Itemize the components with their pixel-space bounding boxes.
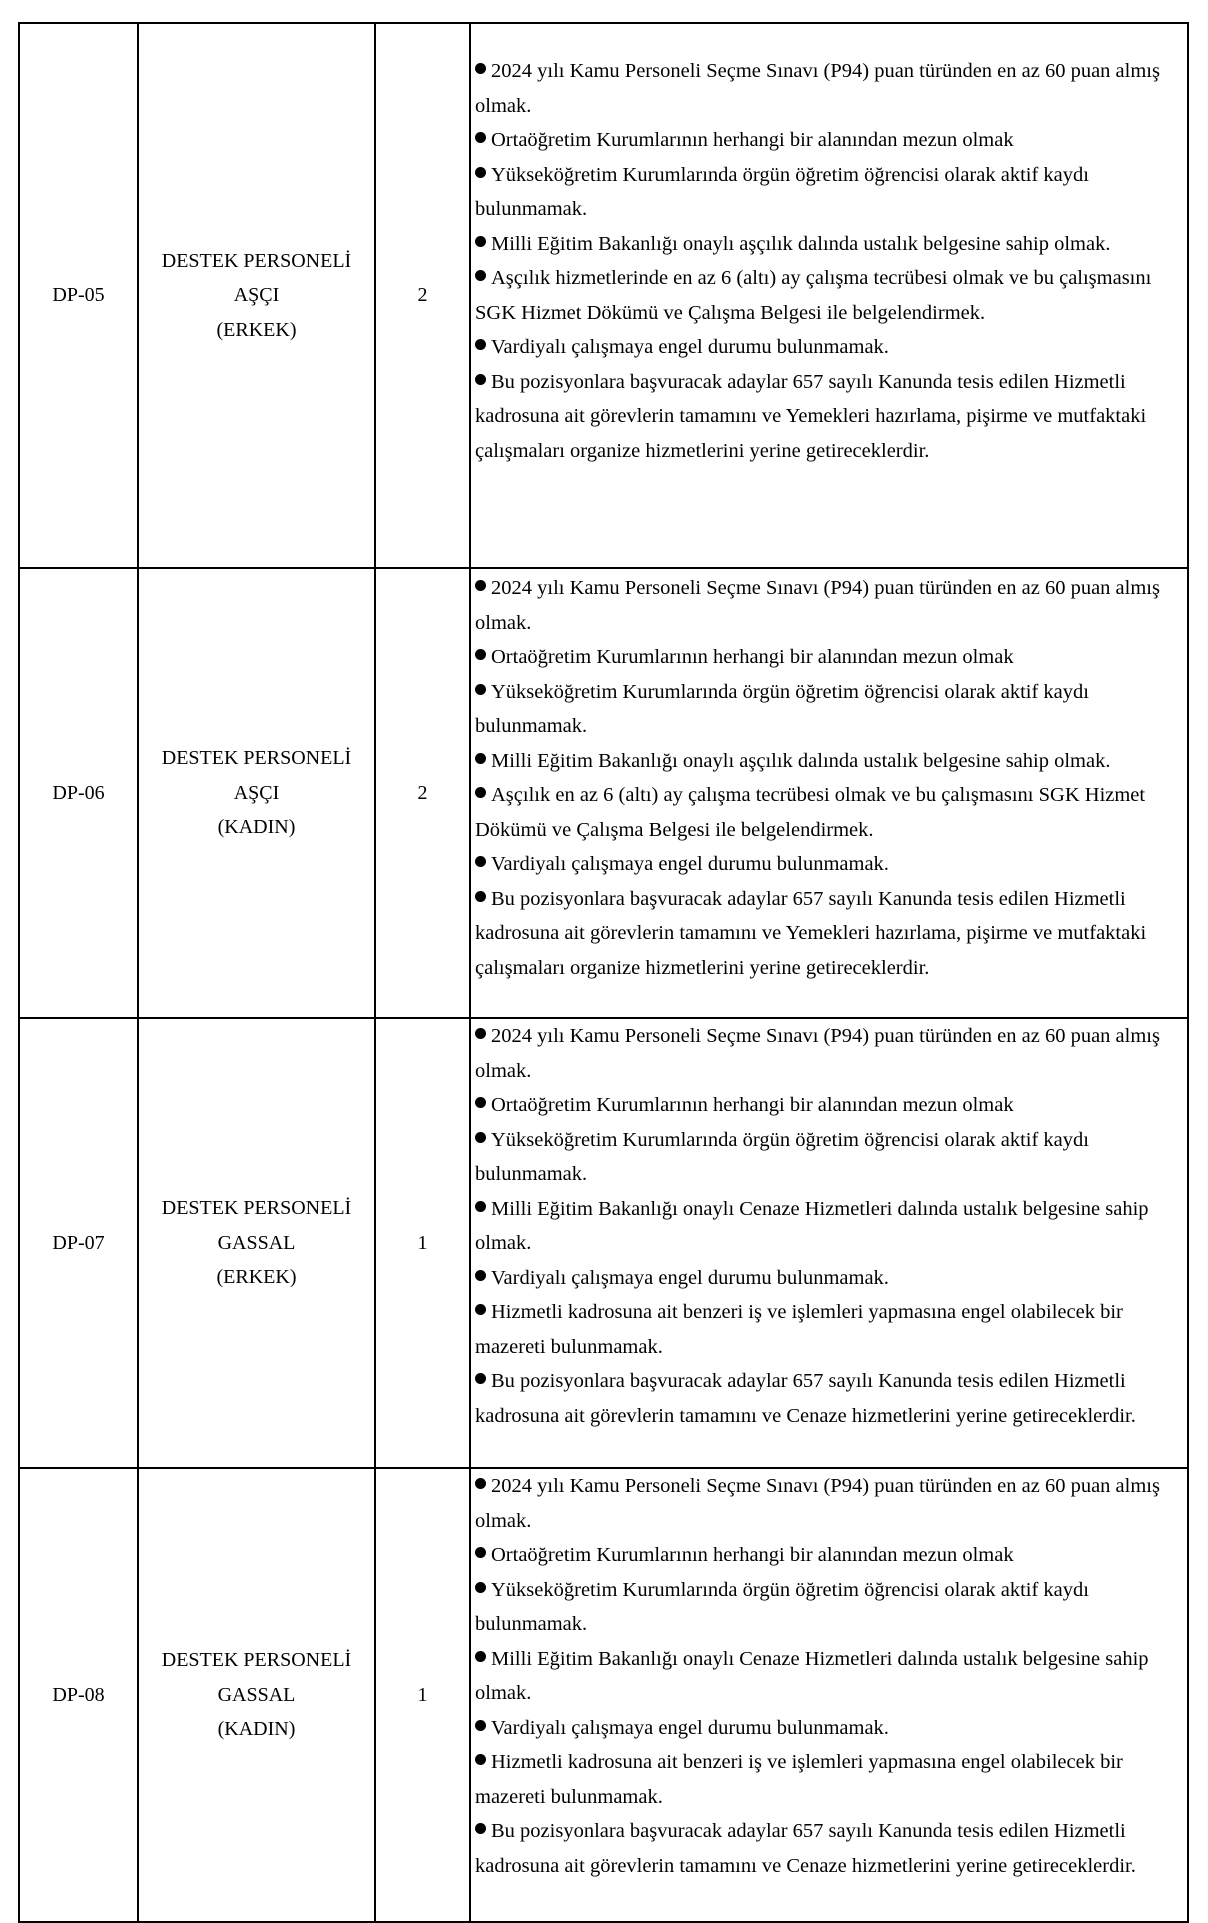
requirement-text: Bu pozisyonlara başvuracak adaylar 657 sayılı Kanunda tesis edilen Hizmetli kadrosuna ait görevlerin tamamını ve Cenaze hizmetlerini yerine getireceklerdir. xyxy=(475,1370,1136,1427)
bullet-icon xyxy=(475,1097,486,1108)
bullet-icon xyxy=(475,1547,486,1558)
requirement-text: Hizmetli kadrosuna ait benzeri iş ve işlemleri yapmasına engel olabilecek bir mazereti bulunmamak. xyxy=(475,1301,1123,1358)
table-row xyxy=(19,1468,1188,1922)
requirement-item xyxy=(475,1538,1183,1573)
requirement-item xyxy=(475,1364,1183,1433)
position-title-line: GASSAL xyxy=(217,1231,296,1254)
position-code: DP-05 xyxy=(19,23,138,568)
position-title xyxy=(138,1018,375,1468)
requirement-text: Vardiyalı çalışmaya engel durumu bulunmamak. xyxy=(491,1266,889,1289)
position-title-line: DESTEK PERSONELİ xyxy=(161,249,352,272)
bullet-icon xyxy=(475,1720,486,1731)
requirement-item xyxy=(475,1469,1183,1538)
requirement-text: Aşçılık en az 6 (altı) ay çalışma tecrübesi olmak ve bu çalışmasını SGK Hizmet Dökümü ve Çalışma Belgesi ile belgelendirmek. xyxy=(475,784,1146,841)
requirement-text: Bu pozisyonlara başvuracak adaylar 657 sayılı Kanunda tesis edilen Hizmetli kadrosuna ait görevlerin tamamını ve Cenaze hizmetlerini yerine getireceklerdir. xyxy=(475,1820,1136,1877)
position-title-line: (ERKEK) xyxy=(216,1266,297,1289)
requirements-list xyxy=(470,568,1188,1018)
bullet-icon xyxy=(475,167,486,178)
requirement-item xyxy=(475,227,1183,262)
position-code: DP-08 xyxy=(19,1468,138,1922)
position-title xyxy=(138,1468,375,1922)
requirements-list xyxy=(470,1468,1188,1922)
requirement-item xyxy=(475,1019,1183,1088)
position-title-line: (ERKEK) xyxy=(216,318,297,341)
position-title-line: DESTEK PERSONELİ xyxy=(161,1197,352,1220)
bullet-icon xyxy=(475,787,486,798)
bullet-icon xyxy=(475,1201,486,1212)
requirement-item xyxy=(475,1261,1183,1296)
requirements-list xyxy=(470,23,1188,568)
bullet-icon xyxy=(475,856,486,867)
bullet-icon xyxy=(475,236,486,247)
bullet-icon xyxy=(475,1270,486,1281)
bullet-icon xyxy=(475,1373,486,1384)
position-code: DP-06 xyxy=(19,568,138,1018)
bullet-icon xyxy=(475,339,486,350)
requirement-item xyxy=(475,330,1183,365)
bullet-icon xyxy=(475,1132,486,1143)
bullet-icon xyxy=(475,1582,486,1593)
requirement-text: Ortaöğretim Kurumlarının herhangi bir alanından mezun olmak xyxy=(491,1094,1014,1116)
requirement-item xyxy=(475,123,1183,158)
requirement-text: Hizmetli kadrosuna ait benzeri iş ve işlemleri yapmasına engel olabilecek bir mazereti bulunmamak. xyxy=(475,1751,1123,1808)
requirement-item xyxy=(475,1573,1183,1642)
requirement-text: Yükseköğretim Kurumlarında örgün öğretim öğrencisi olarak aktif kaydı bulunmamak. xyxy=(475,1578,1089,1635)
requirement-item xyxy=(475,1814,1183,1883)
table-row xyxy=(19,1018,1188,1468)
position-title-line: (KADIN) xyxy=(217,1718,296,1741)
requirement-text: 2024 yılı Kamu Personeli Seçme Sınavı (P94) puan türünden en az 60 puan almış olmak. xyxy=(475,577,1160,634)
bullet-icon xyxy=(475,891,486,902)
requirements-list xyxy=(470,1018,1188,1468)
requirement-item xyxy=(475,158,1183,227)
requirement-item xyxy=(475,744,1183,779)
position-title xyxy=(138,568,375,1018)
requirement-item xyxy=(475,1088,1183,1123)
requirement-text: 2024 yılı Kamu Personeli Seçme Sınavı (P94) puan türünden en az 60 puan almış olmak. xyxy=(475,1025,1160,1082)
requirement-item xyxy=(475,1642,1183,1711)
requirement-text: Yükseköğretim Kurumlarında örgün öğretim öğrencisi olarak aktif kaydı bulunmamak. xyxy=(475,163,1089,220)
requirement-text: Bu pozisyonlara başvuracak adaylar 657 sayılı Kanunda tesis edilen Hizmetli kadrosuna ait görevlerin tamamını ve Yemekleri hazırlama, pişirme ve mutfaktaki çalışmaları organize hizmetlerini yerine getireceklerdir. xyxy=(475,370,1147,462)
requirement-text: Milli Eğitim Bakanlığı onaylı aşçılık dalında ustalık belgesine sahip olmak. xyxy=(491,232,1111,255)
bullet-icon xyxy=(475,649,486,660)
bullet-icon xyxy=(475,580,486,591)
requirement-item xyxy=(475,640,1183,675)
requirement-text: Ortaöğretim Kurumlarının herhangi bir alanından mezun olmak xyxy=(491,1544,1014,1566)
bullet-icon xyxy=(475,132,486,143)
requirement-item xyxy=(475,847,1183,882)
requirement-item xyxy=(475,778,1183,847)
requirement-item xyxy=(475,1711,1183,1746)
position-code: DP-07 xyxy=(19,1018,138,1468)
bullet-icon xyxy=(475,1304,486,1315)
requirement-item xyxy=(475,1745,1183,1814)
bullet-icon xyxy=(475,684,486,695)
requirement-text: Vardiyalı çalışmaya engel durumu bulunmamak. xyxy=(491,1716,889,1739)
position-count: 1 xyxy=(375,1018,470,1468)
requirement-text: Ortaöğretim Kurumlarının herhangi bir alanından mezun olmak xyxy=(491,129,1014,151)
bullet-icon xyxy=(475,1028,486,1039)
table-body xyxy=(19,23,1188,1922)
position-title-line: GASSAL xyxy=(217,1683,296,1706)
requirement-item xyxy=(475,1295,1183,1364)
position-title-line: AŞÇI xyxy=(233,781,280,804)
requirement-item xyxy=(475,54,1183,123)
requirement-text: Bu pozisyonlara başvuracak adaylar 657 sayılı Kanunda tesis edilen Hizmetli kadrosuna ait görevlerin tamamını ve Yemekleri hazırlama, pişirme ve mutfaktaki çalışmaları organize hizmetlerini yerine getireceklerdir. xyxy=(475,887,1147,979)
bullet-icon xyxy=(475,1478,486,1489)
position-title-line: (KADIN) xyxy=(217,816,296,839)
requirement-item xyxy=(475,1123,1183,1192)
requirement-text: 2024 yılı Kamu Personeli Seçme Sınavı (P94) puan türünden en az 60 puan almış olmak. xyxy=(475,60,1160,117)
requirement-text: Aşçılık hizmetlerinde en az 6 (altı) ay çalışma tecrübesi olmak ve bu çalışmasını SGK Hizmet Dökümü ve Çalışma Belgesi ile belgelendirmek. xyxy=(475,267,1152,324)
requirement-text: Vardiyalı çalışmaya engel durumu bulunmamak. xyxy=(491,336,889,358)
requirement-text: Milli Eğitim Bakanlığı onaylı Cenaze Hizmetleri dalında ustalık belgesine sahip olmak. xyxy=(475,1197,1149,1254)
requirement-item xyxy=(475,1192,1183,1261)
requirement-item xyxy=(475,365,1183,469)
position-count: 1 xyxy=(375,1468,470,1922)
position-title-line: DESTEK PERSONELİ xyxy=(161,1649,352,1672)
table-row xyxy=(19,23,1188,568)
bullet-icon xyxy=(475,1651,486,1662)
requirement-text: Milli Eğitim Bakanlığı onaylı aşçılık dalında ustalık belgesine sahip olmak. xyxy=(491,749,1111,772)
position-title xyxy=(138,23,375,568)
bullet-icon xyxy=(475,753,486,764)
bullet-icon xyxy=(475,63,486,74)
position-title-line: DESTEK PERSONELİ xyxy=(161,747,352,770)
requirement-item xyxy=(475,882,1183,986)
requirement-item xyxy=(475,261,1183,330)
requirement-text: Yükseköğretim Kurumlarında örgün öğretim öğrencisi olarak aktif kaydı bulunmamak. xyxy=(475,680,1089,737)
requirement-text: Yükseköğretim Kurumlarında örgün öğretim öğrencisi olarak aktif kaydı bulunmamak. xyxy=(475,1128,1089,1185)
position-requirements-table xyxy=(18,22,1189,1923)
position-count: 2 xyxy=(375,568,470,1018)
bullet-icon xyxy=(475,1823,486,1834)
position-count: 2 xyxy=(375,23,470,568)
position-title-line: AŞÇI xyxy=(233,284,280,307)
requirement-item xyxy=(475,571,1183,640)
bullet-icon xyxy=(475,1754,486,1765)
bullet-icon xyxy=(475,374,486,385)
requirement-text: Vardiyalı çalışmaya engel durumu bulunmamak. xyxy=(491,853,889,875)
requirement-text: 2024 yılı Kamu Personeli Seçme Sınavı (P94) puan türünden en az 60 puan almış olmak. xyxy=(475,1475,1160,1532)
requirement-item xyxy=(475,675,1183,744)
requirement-text: Milli Eğitim Bakanlığı onaylı Cenaze Hizmetleri dalında ustalık belgesine sahip olmak. xyxy=(475,1647,1149,1704)
requirement-text: Ortaöğretim Kurumlarının herhangi bir alanından mezun olmak xyxy=(491,646,1014,668)
bullet-icon xyxy=(475,270,486,281)
table-row xyxy=(19,568,1188,1018)
